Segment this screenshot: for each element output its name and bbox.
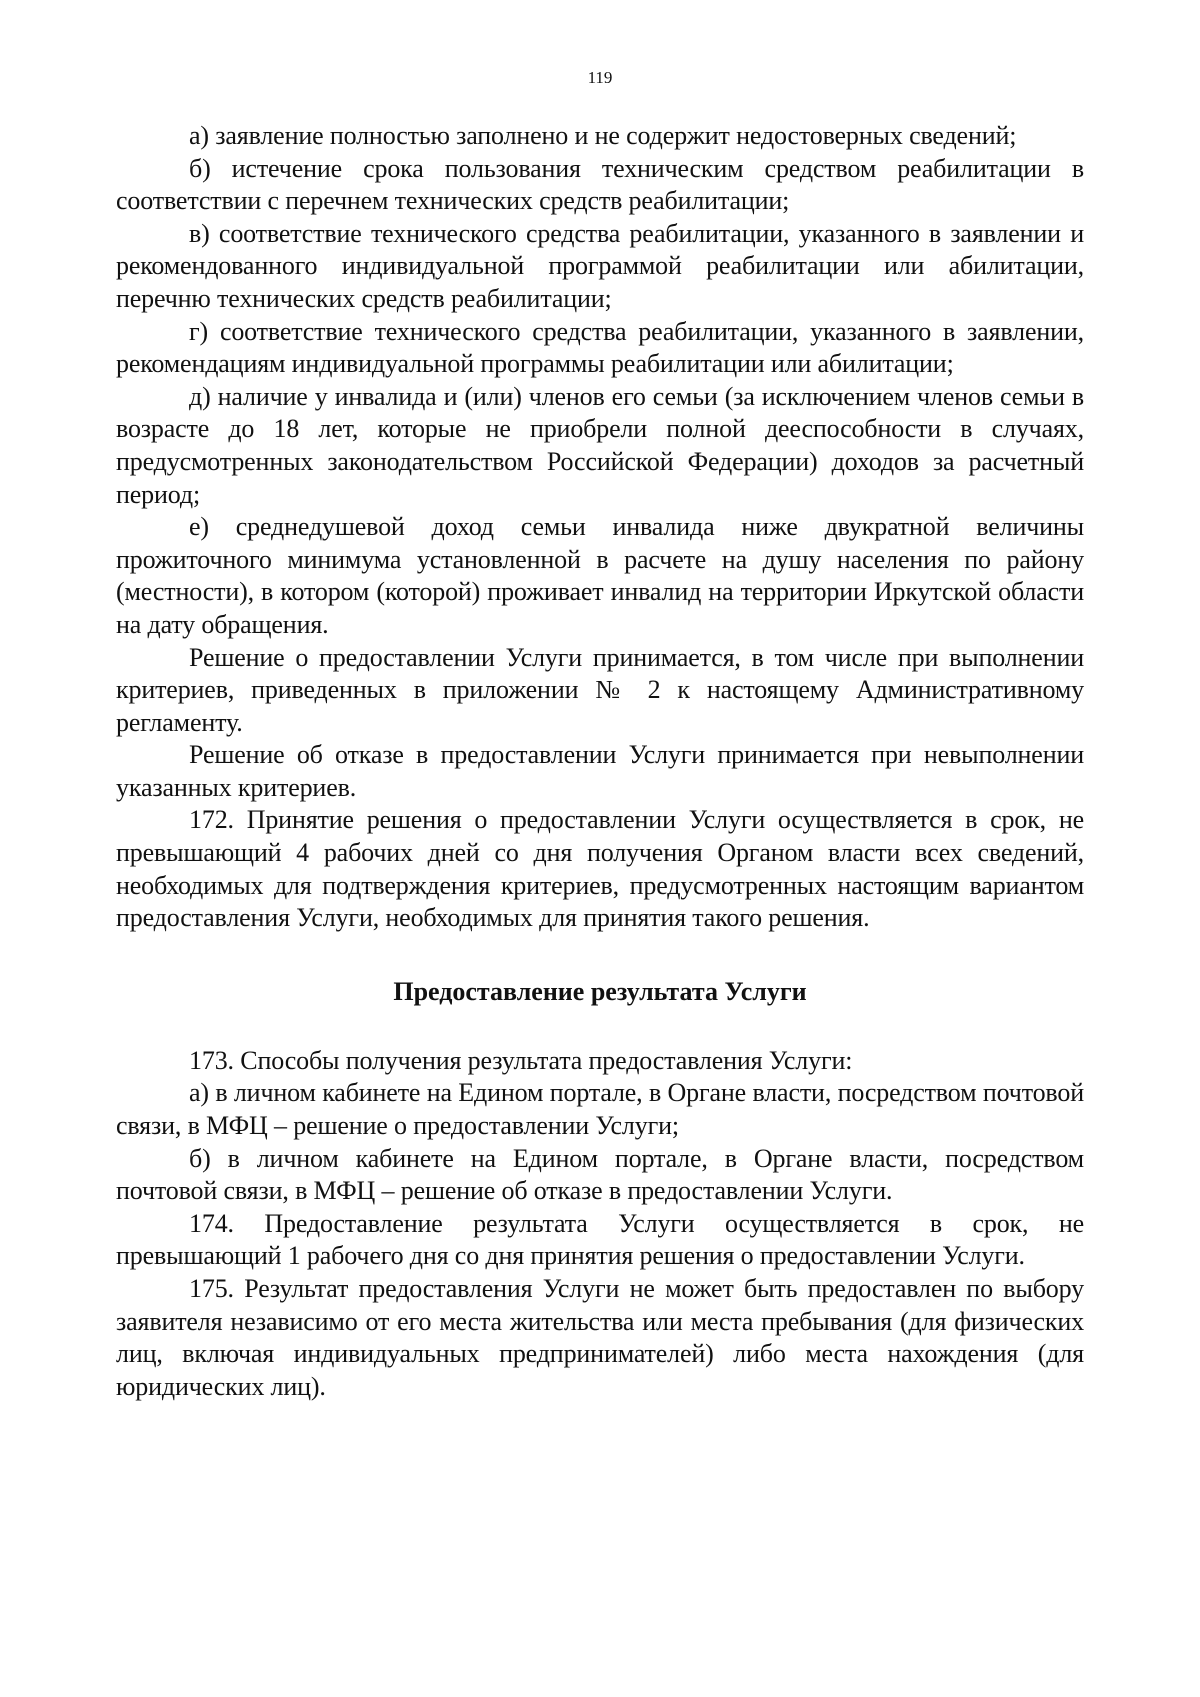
paragraph-172: 172. Принятие решения о предоставлении Услуги осуществляется в срок, не превышающий 4 рабочих дней со дня получения Органом власти всех сведений, необходимых для подтверждения критериев, предусмотренных настоящим вариантом предоставления Услуги, необходимых для принятия такого решения. [116,805,1084,933]
paragraph-criterion-b: б) истечение срока пользования техническим средством реабилитации в соответствии с перечнем технических средств реабилитации; [116,153,1084,216]
paragraph-criterion-a: а) заявление полностью заполнено и не содержит недостоверных сведений; [189,121,1017,150]
paragraph-criterion-v: в) соответствие технического средства реабилитации, указанного в заявлении и рекомендованного индивидуальной программой реабилитации или абилитации, перечню технических средств реабилитации; [116,218,1084,313]
paragraph-174: 174. Предоставление результата Услуги осуществляется в срок, не превышающий 1 рабочего дня со дня принятия решения о предоставлении Услуги. [116,1208,1084,1271]
paragraph-decision-refusal: Решение об отказе в предоставлении Услуги принимается при невыполнении указанных критериев. [116,740,1084,802]
paragraph-criterion-g: г) соответствие технического средства реабилитации, указанного в заявлении, рекомендациям индивидуальной программы реабилитации или абилитации; [116,316,1084,379]
document-body [116,120,1084,1403]
paragraph-173-a: а) в личном кабинете на Едином портале, в Органе власти, посредством почтовой связи, в МФЦ – решение о предоставлении Услуги; [116,1078,1084,1141]
paragraph-criterion-d: д) наличие у инвалида и (или) членов его семьи (за исключением членов семьи в возрасте до 18 лет, которые не приобрели полной дееспособности в случаях, предусмотренных законодательством Российской Федерации) доходов за расчетный период; [116,381,1084,509]
paragraph-173-b: б) в личном кабинете на Едином портале, в Органе власти, посредством почтовой связи, в МФЦ – решение об отказе в предоставлении Услуги. [116,1143,1084,1206]
paragraph-decision-grant: Решение о предоставлении Услуги принимается, в том числе при выполнении критериев, приведенных в приложении № 2 к настоящему Административному регламенту. [116,642,1084,737]
page-number: 119 [587,68,613,87]
paragraph-175: 175. Результат предоставления Услуги не может быть предоставлен по выбору заявителя независимо от его места жительства или места пребывания (для физических лиц, включая индивидуальных предпринимателей) либо места нахождения (для юридических лиц). [116,1274,1084,1401]
paragraph-criterion-e: е) среднедушевой доход семьи инвалида ниже двукратной величины прожиточного минимума установленной в расчете на душу населения по району (местности), в котором (которой) проживает инвалид на территории Иркутской области на дату обращения. [116,512,1084,639]
section-heading: Предоставление результата Услуги [393,976,807,1006]
paragraph-173: 173. Способы получения результата предоставления Услуги: [189,1045,853,1075]
